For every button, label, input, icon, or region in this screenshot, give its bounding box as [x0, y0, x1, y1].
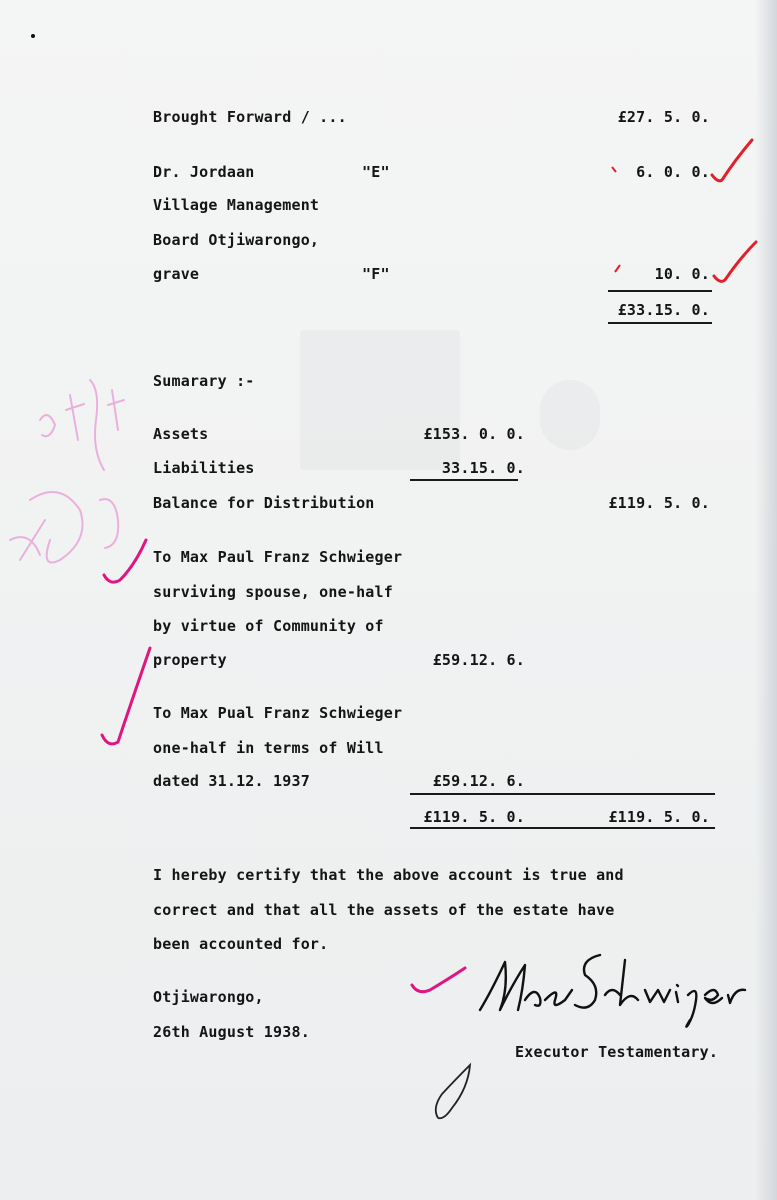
red-check-grave [714, 242, 756, 281]
brought-forward-amount: £27. 5. 0. [617, 108, 710, 126]
jordaan-label: Dr. Jordaan [153, 163, 255, 181]
village-line-2: Board Otjiwarongo, [153, 231, 320, 249]
dist1-line-1: To Max Paul Franz Schwieger [153, 548, 403, 566]
brought-forward-label: Brought Forward / ... [153, 108, 347, 126]
certify-line-3: been accounted for. [153, 935, 329, 953]
signature-max-schwieger [480, 955, 745, 1027]
red-tick-mark-2 [615, 265, 620, 272]
pink-marginal-notes [10, 380, 124, 563]
dist1-line-4: property [153, 651, 227, 669]
dist1-line-2: surviving spouse, one-half [153, 583, 393, 601]
pencil-loop-mark [436, 1065, 470, 1118]
red-tick-mark-1 [612, 167, 616, 172]
liabilities-amount: 33.15. 0. [441, 459, 525, 477]
assets-label: Assets [153, 425, 209, 443]
magenta-check-3 [412, 968, 465, 992]
red-check-jordaan [712, 140, 752, 181]
assets-amount: £153. 0. 0. [423, 425, 525, 443]
date: 26th August 1938. [153, 1023, 310, 1041]
certify-line-2: correct and that all the assets of the estate have [153, 901, 615, 919]
grave-ref: "F" [362, 265, 390, 283]
total-right: £119. 5. 0. [608, 808, 710, 826]
jordaan-amount: 6. 0. 0. [636, 163, 710, 181]
certify-line-1: I hereby certify that the above account is true and [153, 866, 624, 884]
magenta-check-2 [102, 648, 150, 744]
jordaan-ref: "E" [362, 163, 390, 181]
place: Otjiwarongo, [153, 988, 264, 1006]
liabilities-label: Liabilities [153, 459, 255, 477]
signatory-title: Executor Testamentary. [515, 1043, 719, 1061]
balance-label: Balance for Distribution [153, 494, 375, 512]
speck-mark [31, 34, 35, 38]
total-left: £119. 5. 0. [423, 808, 525, 826]
grave-amount: 10. 0. [654, 265, 710, 283]
dist2-line-1: To Max Pual Franz Schwieger [153, 704, 403, 722]
liabilities-total: £33.15. 0. [617, 301, 710, 319]
dist2-line-3: dated 31.12. 1937 [153, 772, 310, 790]
dist1-line-3: by virtue of Community of [153, 617, 384, 635]
dist2-amount: £59.12. 6. [432, 772, 525, 790]
dist2-line-2: one-half in terms of Will [153, 739, 384, 757]
summary-heading: Sumarary :- [153, 372, 255, 390]
grave-label: grave [153, 265, 200, 283]
village-line-1: Village Management [153, 196, 320, 214]
balance-amount: £119. 5. 0. [608, 494, 710, 512]
dist1-amount: £59.12. 6. [432, 651, 525, 669]
